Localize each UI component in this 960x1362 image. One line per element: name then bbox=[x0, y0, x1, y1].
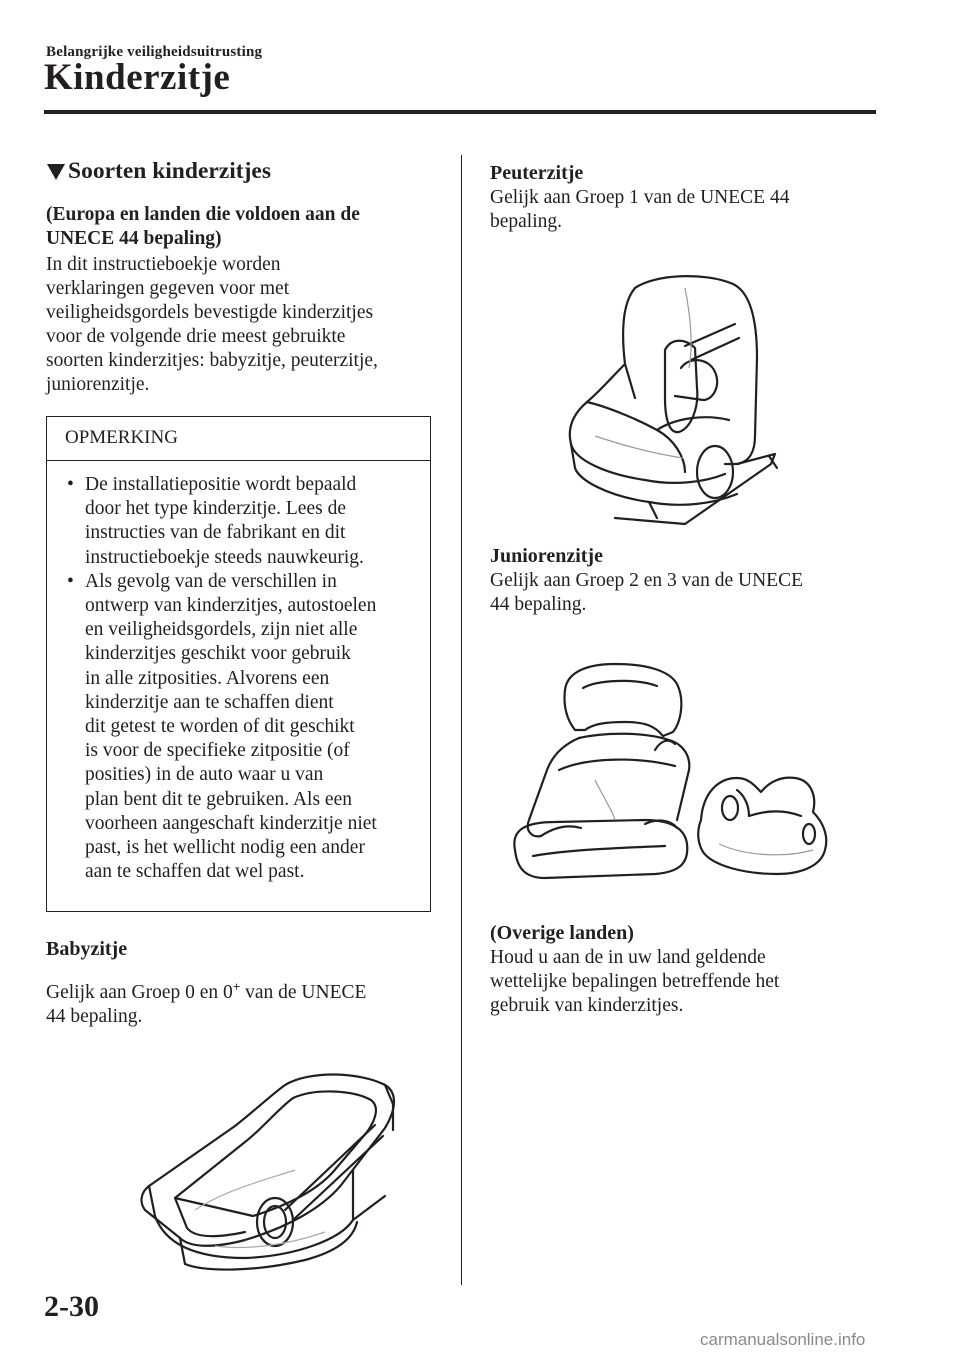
note-line: instructieboekje steeds nauwkeurig. bbox=[85, 546, 364, 568]
junior-seat-description bbox=[490, 569, 890, 617]
note-item bbox=[65, 570, 425, 885]
note-title: OPMERKING bbox=[65, 427, 178, 448]
other-line: wettelijke bepalingen betreffende het bbox=[490, 971, 780, 992]
baby-line bbox=[46, 981, 446, 1005]
triangle-down-icon bbox=[47, 164, 65, 180]
section-label: Belangrijke veiligheidsuitrusting bbox=[46, 44, 263, 60]
junior-line: 44 bepaling. bbox=[490, 594, 587, 615]
bullet-icon: • bbox=[67, 474, 74, 495]
note-line: kinderzitjes geschikt voor gebruik bbox=[85, 643, 351, 665]
note-list bbox=[65, 473, 425, 884]
note-line: in alle zitposities. Alvorens een bbox=[85, 667, 330, 689]
note-line: kinderzitje aan te schaffen dient bbox=[85, 691, 334, 713]
baby-seat-description bbox=[46, 981, 446, 1029]
note-line: posities) in de auto waar u van bbox=[85, 764, 324, 786]
note-line: is voor de specifieke zitpositie (of bbox=[85, 740, 350, 762]
watermark: carmanualsonline.info bbox=[700, 1330, 866, 1349]
subheading-line: UNECE 44 bepaling) bbox=[46, 228, 222, 249]
section-heading-text: Soorten kinderzitjes bbox=[68, 158, 271, 184]
intro-line: juniorenzitje. bbox=[46, 374, 150, 395]
note-line: voorheen aangeschaft kinderzitje niet bbox=[85, 812, 377, 834]
note-line: plan bent dit te gebruiken. Als een bbox=[85, 788, 352, 810]
note-line: instructies van de fabrikant en dit bbox=[85, 522, 346, 544]
note-line: en veiligheidsgordels, zijn niet alle bbox=[85, 619, 358, 641]
other-countries-description bbox=[490, 946, 890, 1018]
page-number: 2-30 bbox=[44, 1290, 99, 1323]
note-line: past, is het wellicht nodig een ander bbox=[85, 837, 365, 859]
subheading-line: (Europa en landen die voldoen aan de bbox=[46, 204, 360, 225]
baby-line-text: van de UNECE bbox=[240, 982, 367, 1003]
other-countries-title: (Overige landen) bbox=[490, 922, 634, 944]
toddler-seat-description bbox=[490, 186, 890, 234]
note-box bbox=[46, 416, 431, 912]
toddler-line: bepaling. bbox=[490, 211, 563, 232]
note-header bbox=[47, 417, 430, 461]
note-line: dit getest te worden of dit geschikt bbox=[85, 716, 355, 738]
toddler-line: Gelijk aan Groep 1 van de UNECE 44 bbox=[490, 187, 790, 208]
toddler-seat-illustration bbox=[565, 268, 785, 530]
toddler-seat-title: Peuterzitje bbox=[490, 162, 584, 184]
note-line: De installatiepositie wordt bepaald bbox=[85, 474, 357, 495]
note-line: Als gevolg van de verschillen in bbox=[85, 570, 337, 592]
junior-seat-illustration bbox=[505, 660, 865, 890]
section-heading bbox=[47, 158, 271, 185]
superscript-plus: + bbox=[232, 979, 241, 994]
junior-seat-title: Juniorenzitje bbox=[490, 545, 603, 567]
bullet-icon: • bbox=[67, 570, 74, 592]
header-rule bbox=[44, 110, 876, 114]
baby-carrier-illustration bbox=[135, 1060, 410, 1275]
note-line: aan te schaffen dat wel past. bbox=[85, 861, 305, 883]
baby-line: 44 bepaling. bbox=[46, 1006, 143, 1027]
intro-line: voor de volgende drie meest gebruikte bbox=[46, 326, 346, 347]
baby-seat-title: Babyzitje bbox=[46, 938, 128, 960]
intro-line: In dit instructieboekje worden bbox=[46, 254, 281, 275]
section-subheading bbox=[46, 203, 446, 251]
junior-line: Gelijk aan Groep 2 en 3 van de UNECE bbox=[490, 570, 803, 591]
intro-line: veiligheidsgordels bevestigde kinderzitjes bbox=[46, 302, 374, 323]
column-divider bbox=[461, 155, 462, 1285]
intro-line: verklaringen gegeven voor met bbox=[46, 278, 290, 299]
other-line: Houd u aan de in uw land geldende bbox=[490, 947, 766, 968]
note-line: door het type kinderzitje. Lees de bbox=[85, 498, 346, 520]
intro-paragraph bbox=[46, 253, 446, 397]
page-title: Kinderzitje bbox=[44, 57, 231, 98]
intro-line: soorten kinderzitjes: babyzitje, peuterzitje, bbox=[46, 350, 378, 371]
note-item bbox=[65, 473, 425, 570]
baby-line-text: Gelijk aan Groep 0 en 0 bbox=[46, 982, 233, 1003]
note-line: ontwerp van kinderzitjes, autostoelen bbox=[85, 595, 377, 617]
other-line: gebruik van kinderzitjes. bbox=[490, 995, 684, 1016]
